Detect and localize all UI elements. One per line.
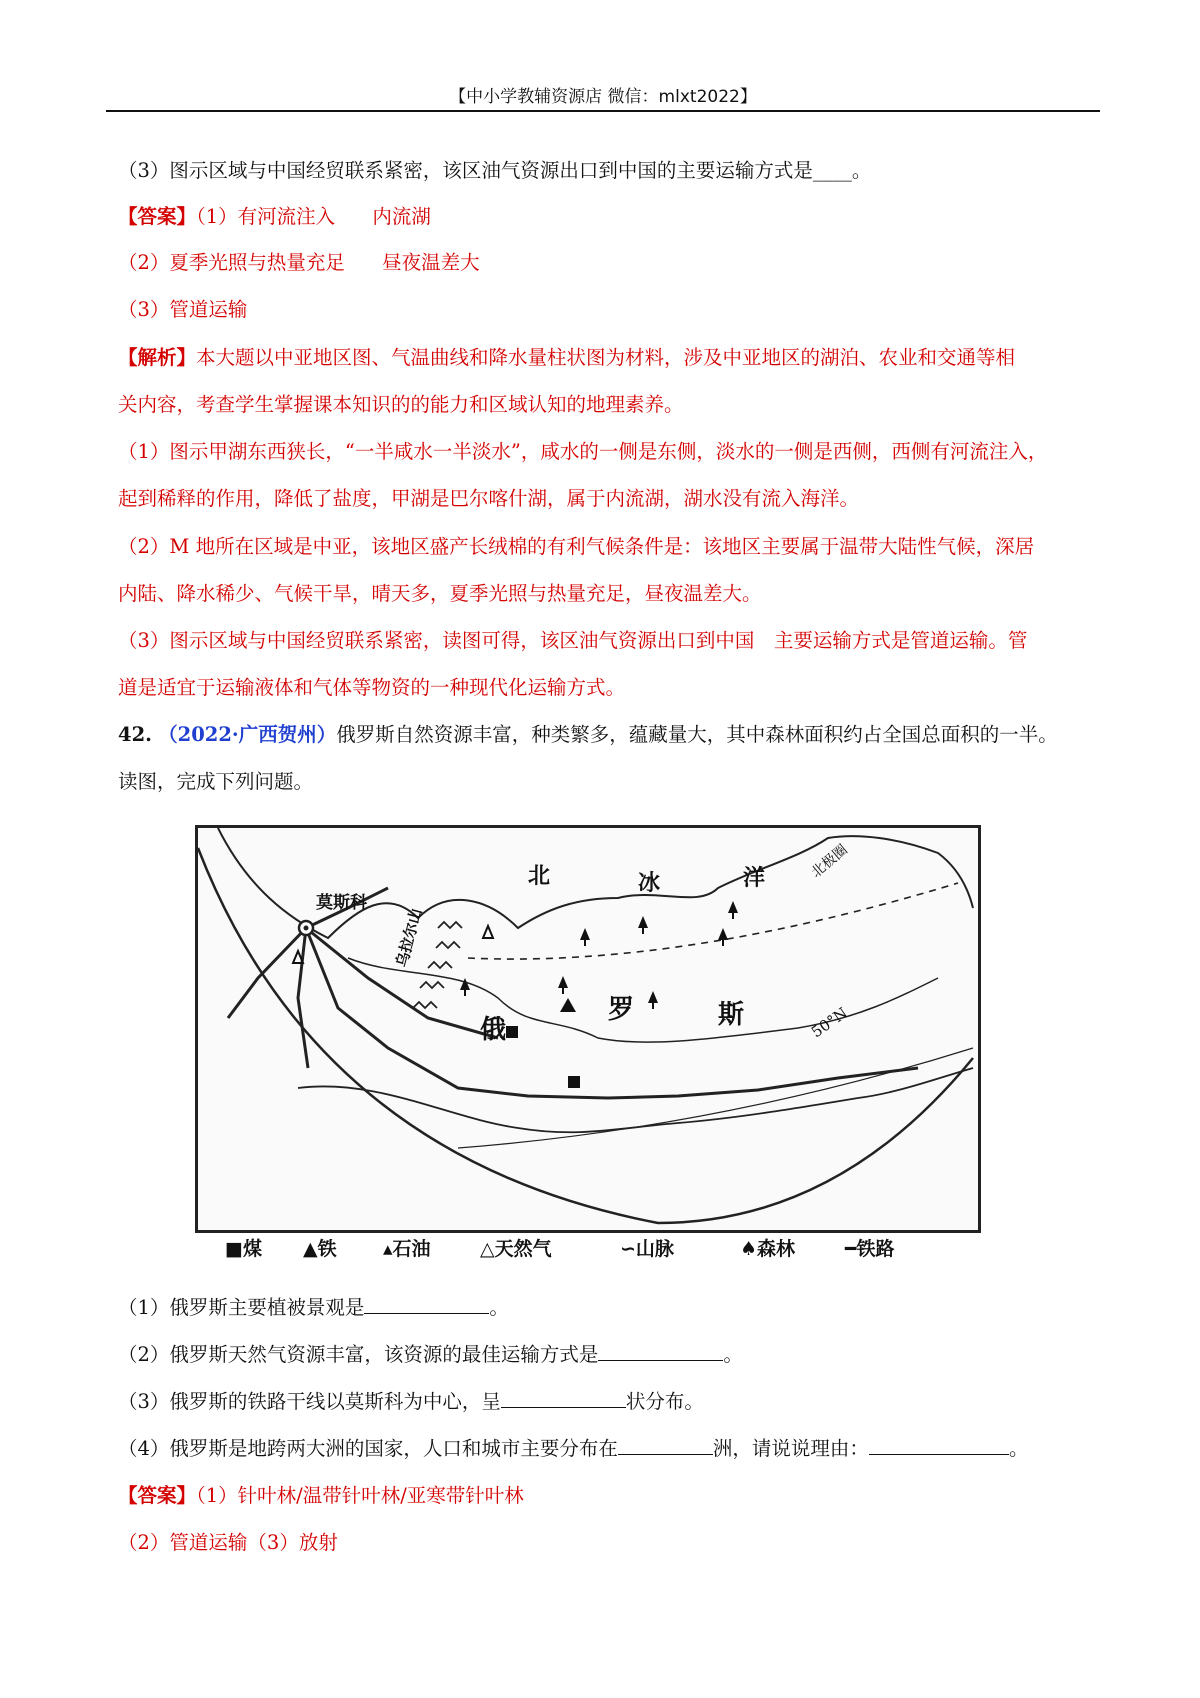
legend-mountain: [620, 1234, 674, 1261]
analysis-label: 【解析】: [118, 346, 197, 369]
q42-part3-text: （3）俄罗斯的铁路干线以莫斯科为中心，呈: [118, 1390, 501, 1413]
inland-boundary: [348, 958, 938, 1042]
q41-analysis-1a: （1）图示甲湖东西狭长，“一半咸水一半淡水”，咸水的一侧是东侧，淡水的一侧是西侧，西侧有河流注入，: [118, 440, 1048, 463]
answer-blank[interactable]: [598, 1342, 723, 1361]
q42-part1-end: 。: [489, 1296, 509, 1319]
ocean-label-2: 冰: [638, 870, 661, 896]
q41-answer-1: （1）有河流注入: [196, 205, 336, 228]
q42-part2-text: （2）俄罗斯天然气资源丰富，该资源的最佳运输方式是: [118, 1343, 599, 1366]
q41-analysis-1b: 起到稀释的作用，降低了盐度，甲湖是巴尔喀什湖，属于内流湖，湖水没有流入海洋。: [118, 487, 860, 510]
q42-number: 42.: [118, 723, 152, 746]
moscow-label: 莫斯科: [316, 893, 367, 913]
ocean-label-1: 北: [528, 863, 551, 889]
q41-answer-line-1: [118, 205, 431, 229]
forest-icon: [558, 976, 568, 994]
ocean-label-3: 洋: [743, 865, 766, 891]
q41-answer-2: （2）夏季光照与热量充足: [118, 251, 345, 274]
q42-stem-2: 读图，完成下列问题。: [118, 770, 314, 793]
q42-answer-label: 【答案】: [118, 1484, 197, 1507]
legend-iron: [303, 1234, 337, 1261]
iron-icon: [560, 998, 576, 1012]
q41-analysis-intro-2: 关内容，考查学生掌握课本知识的的能力和区域认知的地理素养。: [118, 393, 684, 416]
q42-part3-end: 状分布。: [625, 1390, 704, 1413]
natural-gas-icon: [293, 951, 303, 963]
q42-answer-2: （2）管道运输（3）放射: [118, 1531, 338, 1554]
q41-analysis-intro-1-text: 本大题以中亚地区图、气温曲线和降水量柱状图为材料，涉及中亚地区的湖泊、农业和交通等相: [196, 346, 1016, 369]
q42-part1-text: （1）俄罗斯主要植被景观是: [118, 1296, 365, 1319]
legend-coal: [225, 1234, 262, 1261]
forest-icon: [728, 901, 738, 919]
header-rule: [106, 110, 1100, 112]
q42-answer-line-1: [118, 1484, 524, 1508]
q42-part2-end: 。: [723, 1343, 743, 1366]
gas-legend-icon: △: [480, 1238, 495, 1260]
russia-map: [195, 825, 981, 1233]
legend-forest-label: 森林: [757, 1238, 796, 1260]
q41-analysis-intro-1: [118, 346, 1015, 370]
q42-part3: [118, 1389, 704, 1414]
legend-forest: [740, 1234, 795, 1261]
map-legend: [225, 1234, 965, 1264]
q42-part2: [118, 1342, 743, 1367]
answer-label: 【答案】: [118, 205, 197, 228]
mountain-legend-icon: ∽: [620, 1238, 636, 1260]
coal-icon: [506, 1026, 518, 1038]
legend-mountain-label: 山脉: [635, 1238, 674, 1260]
russia-map-svg: [198, 828, 978, 1230]
q42-part4-mid: 洲，请说说理由：: [712, 1437, 869, 1460]
legend-oil-label: 石油: [392, 1238, 431, 1260]
q41-answer-2b: 昼夜温差大: [382, 251, 480, 274]
q42-part4: [118, 1436, 1028, 1461]
q42-part4-text: （4）俄罗斯是地跨两大洲的国家，人口和城市主要分布在: [118, 1437, 618, 1460]
oil-legend-icon: ▴: [383, 1238, 393, 1260]
mountain-label: 乌拉尔山: [392, 906, 426, 970]
railway-southwest: [228, 928, 306, 1018]
ural-mountains: [413, 922, 462, 1008]
answer-blank[interactable]: [618, 1436, 713, 1455]
q41-analysis-2b: 内陆、降水稀少、气候干旱，晴天多，夏季光照与热量充足，昼夜温差大。: [118, 582, 762, 605]
q41-analysis-3a: （3）图示区域与中国经贸联系紧密，读图可得，该区油气资源出口到中国 主要运输方式是管道运输。管: [118, 629, 1028, 652]
latitude-50n-line: [458, 1048, 973, 1148]
q41-answer-3: （3）管道运输: [118, 298, 248, 321]
answer-blank[interactable]: [501, 1389, 626, 1408]
legend-oil: [383, 1234, 431, 1261]
answer-blank[interactable]: [869, 1436, 1009, 1455]
iron-legend-icon: ▲: [303, 1238, 318, 1260]
country-label-2: 罗: [608, 995, 635, 1025]
legend-railway: [845, 1234, 894, 1261]
country-label-1: 俄: [480, 1015, 507, 1045]
q42-part4-end: 。: [1008, 1437, 1029, 1460]
railway-south: [298, 928, 308, 1068]
country-label-3: 斯: [718, 1000, 745, 1030]
forest-icon: [648, 991, 658, 1009]
coal-icon: [568, 1076, 580, 1088]
forest-icon: [580, 928, 590, 946]
q42-source: （2022·广西贺州）: [158, 723, 337, 746]
forest-icon: [718, 928, 728, 946]
legend-railway-label: 铁路: [856, 1238, 895, 1260]
natural-gas-icon: [483, 926, 493, 938]
q42-answer-1: （1）针叶林/温带针叶林/亚寒带针叶林: [196, 1484, 524, 1507]
arctic-circle-label: 北极圈: [808, 841, 851, 882]
globe-edge: [198, 848, 973, 1223]
legend-iron-label: 铁: [317, 1238, 337, 1260]
arctic-circle-line: [468, 883, 958, 959]
forest-legend-icon: ♠: [740, 1238, 758, 1260]
legend-gas-label: 天然气: [494, 1238, 552, 1260]
legend-coal-label: 煤: [242, 1238, 262, 1260]
q41-analysis-3b: 道是适宜于运输液体和气体等物资的一种现代化运输方式。: [118, 676, 626, 699]
q41-analysis-2a: （2）M 地所在区域是中亚，该地区盛产长绒棉的有利气候条件是：该地区主要属于温带大陆性气候，深居: [118, 535, 1035, 558]
q41-part3: （3）图示区域与中国经贸联系紧密，该区油气资源出口到中国的主要运输方式是____。: [118, 159, 872, 182]
railway-legend-icon: ━: [845, 1238, 857, 1260]
northern-coastline: [218, 828, 973, 938]
answer-blank[interactable]: [364, 1295, 489, 1314]
coal-legend-icon: ■: [225, 1238, 243, 1260]
q41-answer-1b: 内流湖: [372, 205, 431, 228]
q42-stem-1: [118, 723, 1058, 747]
q42-part1: [118, 1295, 509, 1320]
q41-answer-line-2: [118, 251, 480, 275]
q42-stem-1-text: 俄罗斯自然资源丰富，种类繁多，蕴藏量大，其中森林面积约占全国总面积的一半。: [336, 723, 1058, 746]
forest-icon: [638, 916, 648, 934]
moscow-dot: [304, 926, 309, 931]
page-header: 【中小学教辅资源店 微信：mlxt2022】: [449, 87, 757, 107]
legend-gas: [480, 1234, 552, 1261]
latitude-label: 50°N: [807, 1003, 851, 1042]
